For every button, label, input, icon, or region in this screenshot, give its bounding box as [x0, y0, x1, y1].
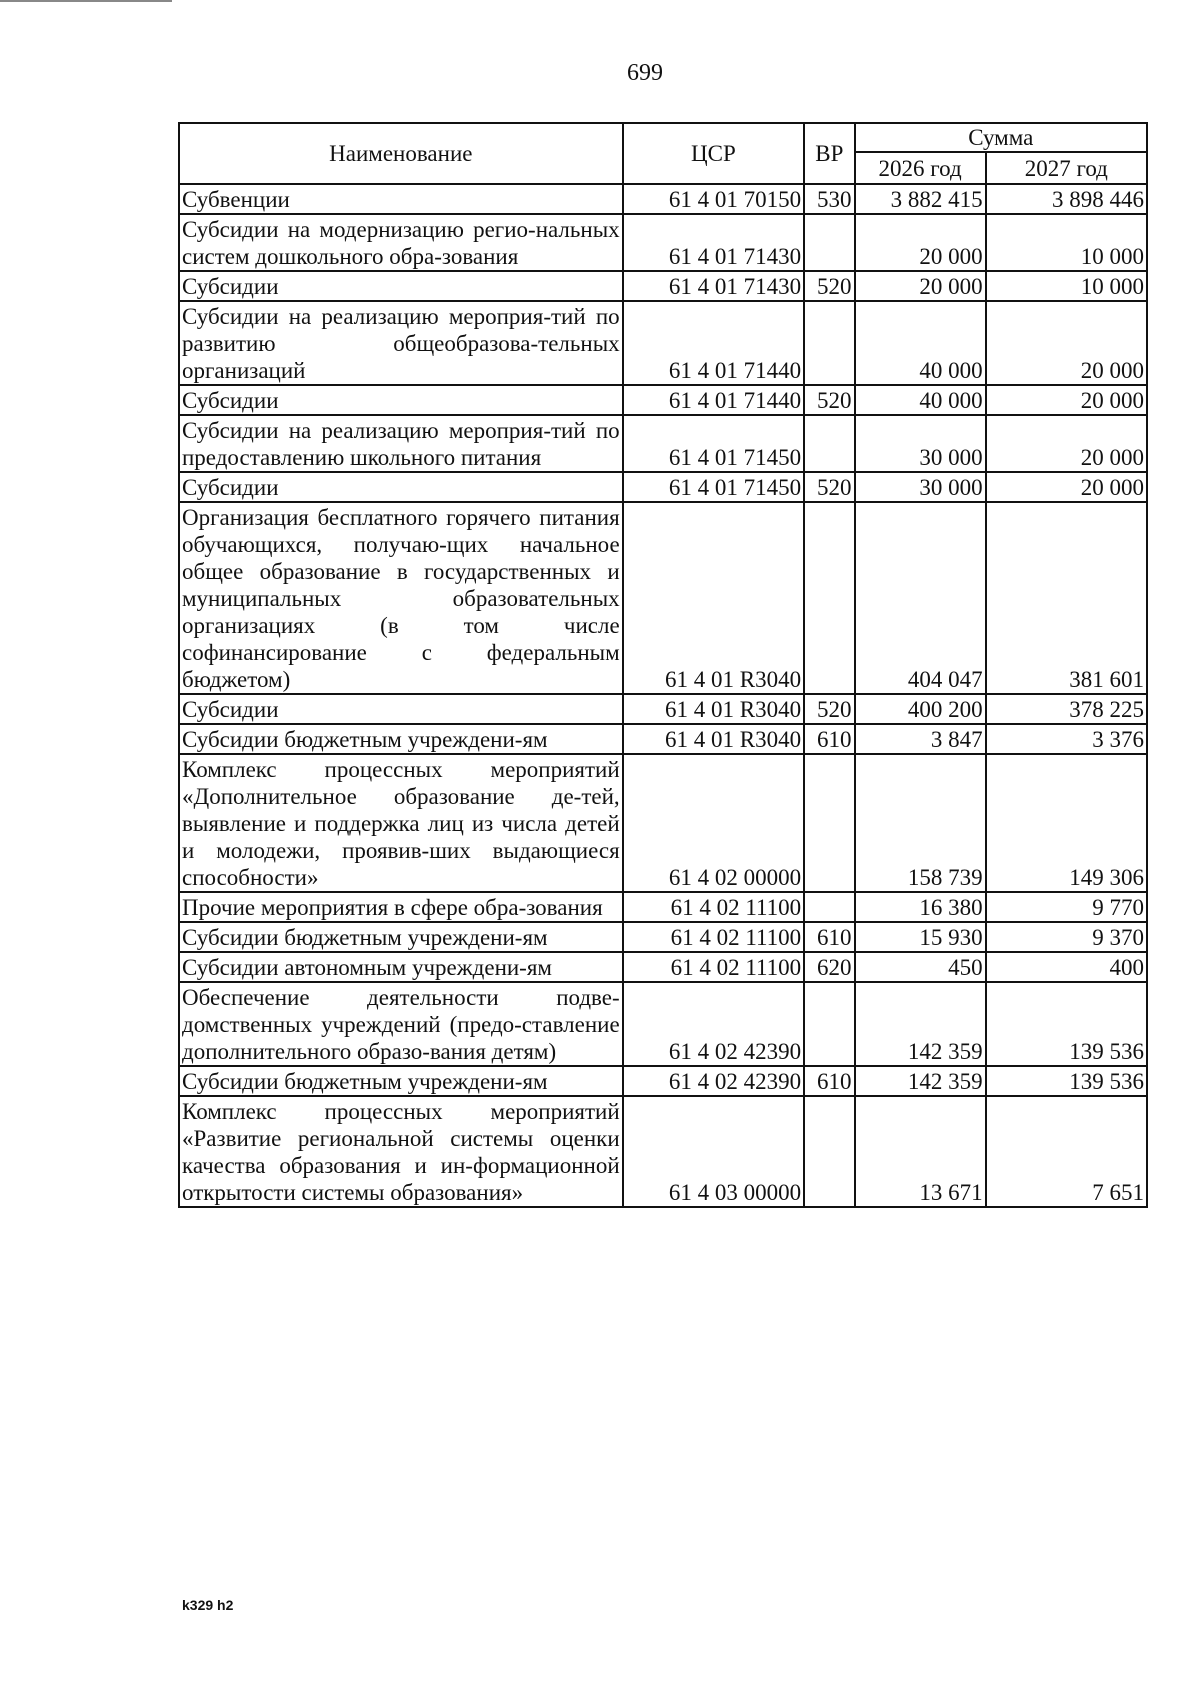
cell-2027: 7 651	[986, 1096, 1147, 1207]
cell-csr: 61 4 01 71430	[623, 271, 804, 301]
cell-csr: 61 4 02 11100	[623, 952, 804, 982]
cell-2026: 20 000	[855, 214, 986, 271]
cell-vr	[804, 214, 854, 271]
table-row	[179, 184, 1147, 214]
cell-csr: 61 4 02 11100	[623, 892, 804, 922]
cell-csr: 61 4 01 71450	[623, 415, 804, 472]
cell-csr: 61 4 02 00000	[623, 754, 804, 892]
cell-2027: 20 000	[986, 472, 1147, 502]
cell-vr	[804, 892, 854, 922]
cell-name: Субсидии автономным учреждени-ям	[179, 952, 623, 982]
cell-name: Комплекс процессных мероприятий «Дополнительное образование де-тей, выявление и поддержка лиц из числа детей и молодежи, проявив-ших выдающиеся способности»	[179, 754, 623, 892]
cell-vr	[804, 301, 854, 385]
cell-2026: 400 200	[855, 694, 986, 724]
cell-2026: 3 847	[855, 724, 986, 754]
cell-csr: 61 4 01 70150	[623, 184, 804, 214]
cell-2027: 3 376	[986, 724, 1147, 754]
cell-2026: 40 000	[855, 301, 986, 385]
cell-csr: 61 4 01 R3040	[623, 694, 804, 724]
cell-vr	[804, 754, 854, 892]
table-row	[179, 892, 1147, 922]
header-csr: ЦСР	[623, 123, 804, 184]
cell-2027: 10 000	[986, 271, 1147, 301]
cell-csr: 61 4 02 42390	[623, 982, 804, 1066]
cell-name: Прочие мероприятия в сфере обра-зования	[179, 892, 623, 922]
cell-name: Комплекс процессных мероприятий «Развитие региональной системы оценки качества образования и ин-формационной открытости системы образования»	[179, 1096, 623, 1207]
table-row	[179, 214, 1147, 271]
table-row	[179, 724, 1147, 754]
cell-name: Субсидии бюджетным учреждени-ям	[179, 922, 623, 952]
table-header	[179, 123, 1147, 184]
table-row	[179, 472, 1147, 502]
cell-vr	[804, 502, 854, 694]
cell-2026: 142 359	[855, 1066, 986, 1096]
header-year-2026: 2026 год	[855, 152, 986, 184]
cell-2026: 16 380	[855, 892, 986, 922]
cell-name: Субсидии	[179, 472, 623, 502]
table-row	[179, 415, 1147, 472]
table-row	[179, 952, 1147, 982]
cell-2027: 20 000	[986, 415, 1147, 472]
cell-vr: 520	[804, 385, 854, 415]
table-row	[179, 502, 1147, 694]
cell-csr: 61 4 02 42390	[623, 1066, 804, 1096]
cell-2026: 3 882 415	[855, 184, 986, 214]
cell-2027: 378 225	[986, 694, 1147, 724]
cell-csr: 61 4 01 R3040	[623, 502, 804, 694]
cell-name: Обеспечение деятельности подве-домственных учреждений (предо-ставление дополнительного образо-вания детям)	[179, 982, 623, 1066]
scan-edge-mark	[0, 0, 172, 2]
table-row	[179, 694, 1147, 724]
cell-vr	[804, 982, 854, 1066]
cell-vr: 520	[804, 271, 854, 301]
table-row	[179, 982, 1147, 1066]
cell-2027: 139 536	[986, 1066, 1147, 1096]
table-row	[179, 1066, 1147, 1096]
cell-name: Субсидии бюджетным учреждени-ям	[179, 1066, 623, 1096]
cell-vr: 610	[804, 1066, 854, 1096]
table-row	[179, 385, 1147, 415]
cell-csr: 61 4 01 71450	[623, 472, 804, 502]
cell-vr: 520	[804, 472, 854, 502]
cell-name: Субвенции	[179, 184, 623, 214]
cell-2026: 40 000	[855, 385, 986, 415]
cell-vr: 530	[804, 184, 854, 214]
cell-2026: 404 047	[855, 502, 986, 694]
cell-csr: 61 4 02 11100	[623, 922, 804, 952]
table-row	[179, 301, 1147, 385]
cell-2026: 20 000	[855, 271, 986, 301]
cell-2026: 158 739	[855, 754, 986, 892]
cell-csr: 61 4 03 00000	[623, 1096, 804, 1207]
table-row	[179, 922, 1147, 952]
header-name: Наименование	[179, 123, 623, 184]
cell-2027: 400	[986, 952, 1147, 982]
cell-2027: 139 536	[986, 982, 1147, 1066]
table-body	[179, 184, 1147, 1207]
cell-2026: 30 000	[855, 415, 986, 472]
cell-csr: 61 4 01 71430	[623, 214, 804, 271]
cell-2027: 3 898 446	[986, 184, 1147, 214]
cell-2027: 20 000	[986, 385, 1147, 415]
cell-name: Субсидии	[179, 694, 623, 724]
cell-name: Субсидии	[179, 271, 623, 301]
cell-2026: 450	[855, 952, 986, 982]
cell-vr: 520	[804, 694, 854, 724]
cell-vr: 620	[804, 952, 854, 982]
cell-name: Организация бесплатного горячего питания обучающихся, получаю-щих начальное общее образование в государственных и муниципальных образовательных организациях (в том числе софинансирование с федеральным бюджетом)	[179, 502, 623, 694]
budget-table	[178, 122, 1148, 1208]
cell-csr: 61 4 01 71440	[623, 385, 804, 415]
cell-name: Субсидии на реализацию мероприя-тий по развитию общеобразова-тельных организаций	[179, 301, 623, 385]
table-row	[179, 271, 1147, 301]
header-year-2027: 2027 год	[986, 152, 1147, 184]
cell-vr: 610	[804, 922, 854, 952]
cell-name: Субсидии на модернизацию регио-нальных систем дошкольного обра-зования	[179, 214, 623, 271]
cell-2026: 30 000	[855, 472, 986, 502]
cell-2027: 381 601	[986, 502, 1147, 694]
cell-vr: 610	[804, 724, 854, 754]
header-sum: Сумма	[855, 123, 1147, 152]
table-row	[179, 1096, 1147, 1207]
cell-csr: 61 4 01 R3040	[623, 724, 804, 754]
cell-2026: 142 359	[855, 982, 986, 1066]
cell-2027: 20 000	[986, 301, 1147, 385]
cell-2027: 149 306	[986, 754, 1147, 892]
cell-csr: 61 4 01 71440	[623, 301, 804, 385]
cell-name: Субсидии	[179, 385, 623, 415]
cell-2026: 15 930	[855, 922, 986, 952]
cell-2026: 13 671	[855, 1096, 986, 1207]
cell-2027: 10 000	[986, 214, 1147, 271]
page-number: 699	[627, 60, 663, 86]
header-vr: ВР	[804, 123, 854, 184]
footer-code: k329 h2	[182, 1597, 234, 1613]
cell-2027: 9 770	[986, 892, 1147, 922]
cell-name: Субсидии бюджетным учреждени-ям	[179, 724, 623, 754]
table-row	[179, 754, 1147, 892]
cell-vr	[804, 1096, 854, 1207]
cell-name: Субсидии на реализацию мероприя-тий по предоставлению школьного питания	[179, 415, 623, 472]
cell-vr	[804, 415, 854, 472]
cell-2027: 9 370	[986, 922, 1147, 952]
